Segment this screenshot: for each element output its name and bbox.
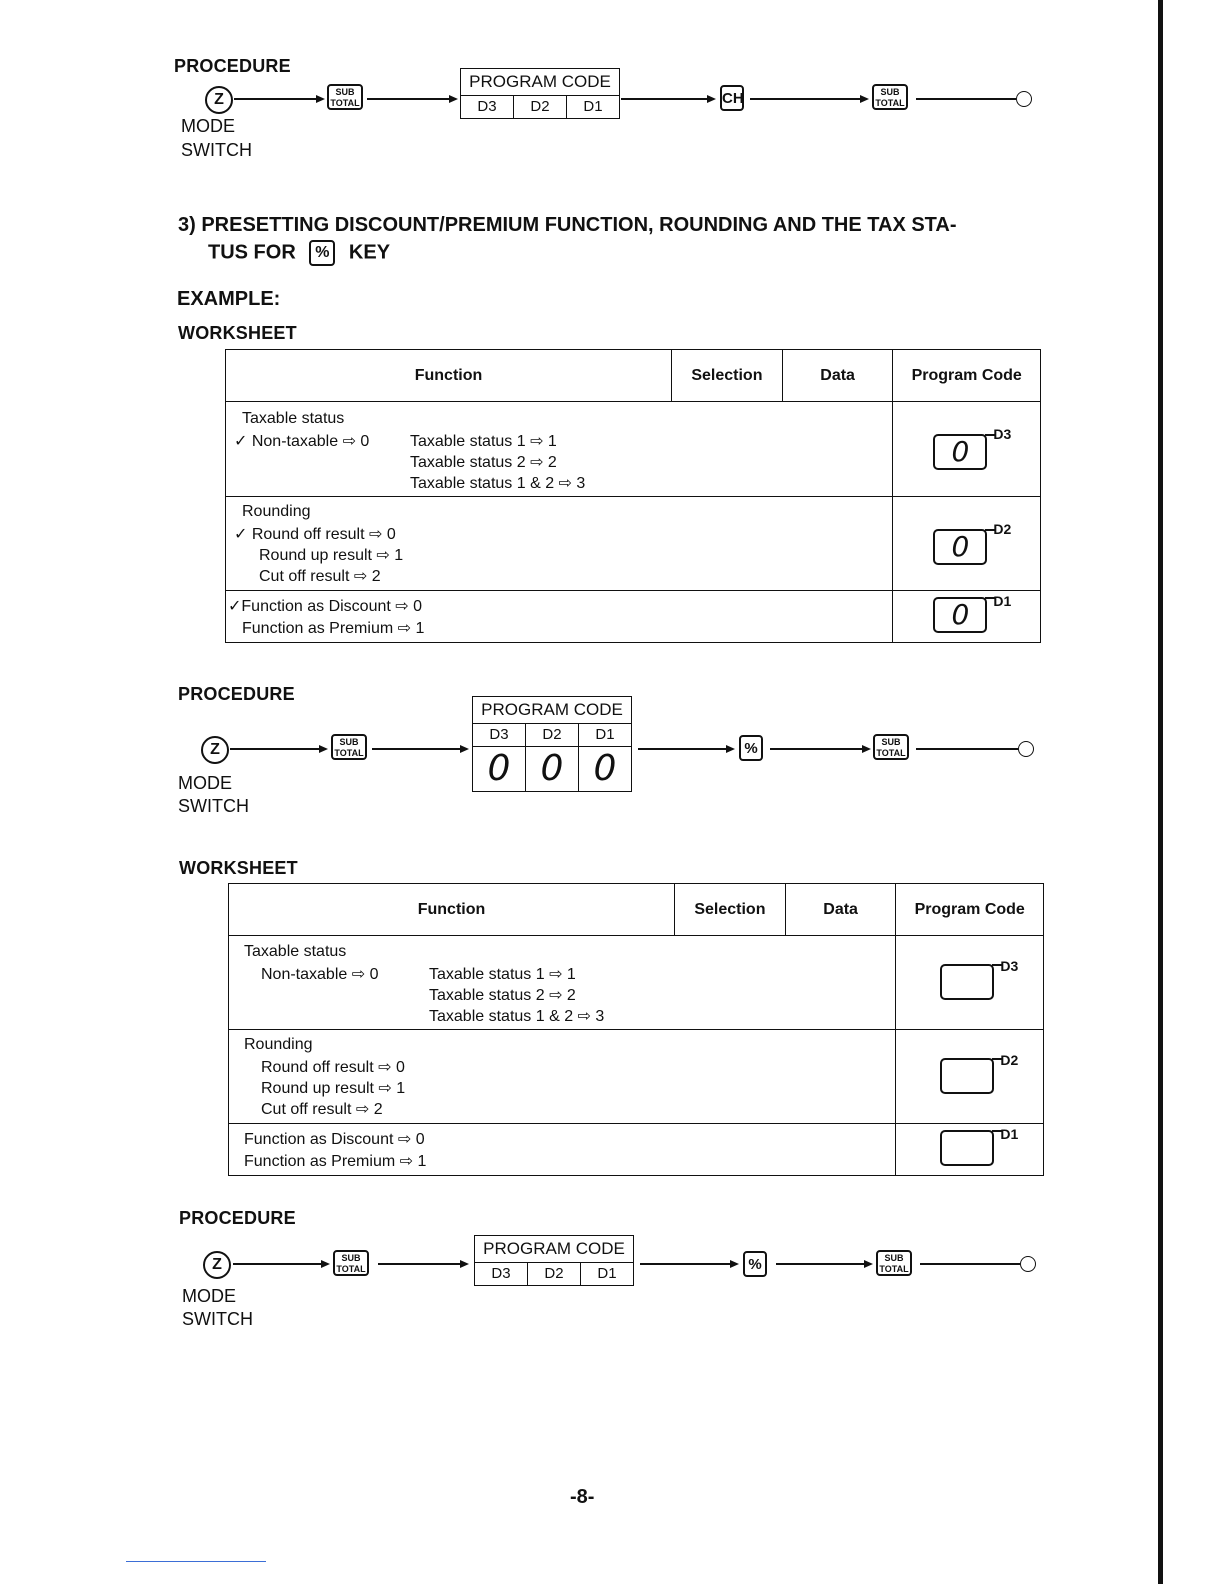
flow-line — [920, 1263, 1020, 1265]
worksheet-heading: WORKSHEET — [179, 858, 298, 878]
table-row — [226, 402, 1041, 497]
option: ✓ Non-taxable ⇨ 0 — [234, 433, 370, 450]
code-box: 0 — [933, 597, 987, 633]
digit-label: D2 — [993, 521, 1012, 537]
option: Taxable status 1 ⇨ 1 — [429, 966, 576, 983]
digit-d1: D1 — [597, 1265, 617, 1282]
subtotal-key: SUB TOTAL — [331, 734, 367, 760]
flow-line — [621, 98, 707, 100]
mode-label: MODE — [181, 116, 235, 136]
digit-d3: D3 — [473, 724, 526, 746]
page-number: -8- — [570, 1486, 595, 1508]
arrow-icon — [319, 745, 328, 753]
col-selection: Selection — [672, 350, 783, 402]
footnote-rule — [126, 1561, 266, 1562]
end-circle-icon — [1016, 91, 1032, 107]
code-box: 0 — [933, 434, 987, 470]
row-title: Taxable status — [244, 943, 347, 960]
subtotal-key-final: SUB TOTAL — [873, 734, 909, 760]
code-box-empty — [940, 1130, 994, 1166]
option: Non-taxable ⇨ 0 — [261, 966, 379, 983]
ch-key: CH — [720, 85, 744, 111]
option: Round up result ⇨ 1 — [259, 547, 404, 564]
option: Taxable status 1 ⇨ 1 — [410, 433, 557, 450]
flow-line — [233, 1263, 321, 1265]
option: ✓Function as Discount ⇨ 0 — [228, 598, 423, 615]
arrow-icon — [460, 1260, 469, 1268]
digit-label: D3 — [1000, 958, 1019, 974]
worksheet-heading: WORKSHEET — [178, 323, 297, 343]
digit-label: D2 — [1000, 1052, 1019, 1068]
option: Round off result ⇨ 0 — [261, 1059, 405, 1076]
mode-label: MODE — [182, 1286, 236, 1306]
example-heading: EXAMPLE: — [177, 288, 281, 310]
switch-label: SWITCH — [182, 1309, 253, 1329]
page-edge-bar — [1158, 0, 1163, 1584]
option: Taxable status 1 & 2 ⇨ 3 — [429, 1008, 605, 1025]
arrow-icon — [864, 1260, 873, 1268]
col-program-code: Program Code — [893, 350, 1041, 402]
procedure-heading: PROCEDURE — [178, 684, 295, 704]
switch-label: SWITCH — [181, 140, 252, 160]
code-box-empty — [940, 1058, 994, 1094]
subtotal-key-final: SUB TOTAL — [872, 84, 908, 110]
option: Taxable status 2 ⇨ 2 — [410, 454, 557, 471]
program-code-title: PROGRAM CODE — [461, 69, 619, 96]
section-title-line2 — [208, 240, 390, 266]
option: Cut off result ⇨ 2 — [261, 1101, 383, 1118]
option: Taxable status 2 ⇨ 2 — [429, 987, 576, 1004]
mode-z-icon: Z — [205, 86, 233, 114]
value-d2: 0 — [526, 746, 579, 791]
flow-line — [367, 98, 449, 100]
option: Cut off result ⇨ 2 — [259, 568, 381, 585]
end-circle-icon — [1018, 741, 1034, 757]
table-row — [229, 1030, 1044, 1124]
col-program-code: Program Code — [896, 884, 1044, 936]
table-row — [229, 1124, 1044, 1176]
digit-d2: D2 — [528, 1263, 581, 1285]
arrow-icon — [707, 95, 716, 103]
code-box: 0 — [933, 529, 987, 565]
col-function: Function — [229, 884, 675, 936]
col-data: Data — [785, 884, 896, 936]
digit-d1: D1 — [595, 726, 615, 743]
digit-label: D1 — [993, 593, 1012, 609]
digit-d3: D3 — [475, 1263, 528, 1285]
mode-z-icon: Z — [203, 1251, 231, 1279]
flow-line — [638, 748, 726, 750]
percent-key: % — [739, 735, 763, 761]
program-code-box — [474, 1235, 634, 1286]
flow-line — [916, 98, 1016, 100]
option: Function as Premium ⇨ 1 — [242, 620, 425, 637]
arrow-icon — [449, 95, 458, 103]
col-data: Data — [782, 350, 893, 402]
program-code-title: PROGRAM CODE — [475, 1236, 633, 1263]
table-row — [226, 591, 1041, 643]
row-title: Rounding — [244, 1036, 313, 1053]
arrow-icon — [726, 745, 735, 753]
switch-label: SWITCH — [178, 796, 249, 816]
col-selection: Selection — [675, 884, 786, 936]
arrow-icon — [460, 745, 469, 753]
digit-d1: D1 — [583, 98, 603, 115]
arrow-icon — [862, 745, 871, 753]
mode-z-icon: Z — [201, 736, 229, 764]
percent-key: % — [743, 1251, 767, 1277]
digit-label: D1 — [1000, 1126, 1019, 1142]
procedure-heading: PROCEDURE — [174, 56, 291, 76]
worksheet-table-2 — [228, 883, 1044, 1176]
digit-d2: D2 — [514, 96, 567, 118]
end-circle-icon — [1020, 1256, 1036, 1272]
arrow-icon — [316, 95, 325, 103]
arrow-icon — [321, 1260, 330, 1268]
procedure-heading: PROCEDURE — [179, 1208, 296, 1228]
digit-label: D3 — [993, 426, 1012, 442]
title-text-after: KEY — [348, 241, 391, 264]
option: Function as Discount ⇨ 0 — [244, 1131, 425, 1148]
arrow-icon — [730, 1260, 739, 1268]
program-code-box — [460, 68, 620, 119]
mode-label: MODE — [178, 773, 232, 793]
row-title: Taxable status — [242, 410, 345, 427]
digit-d2: D2 — [526, 724, 579, 746]
code-box-empty — [940, 964, 994, 1000]
table-row — [226, 497, 1041, 591]
flow-line — [916, 748, 1018, 750]
row-title: Rounding — [242, 503, 311, 520]
program-code-box — [472, 696, 632, 792]
title-text-before: TUS FOR — [208, 241, 296, 264]
subtotal-key: SUB TOTAL — [327, 84, 363, 110]
col-function: Function — [226, 350, 672, 402]
flow-line — [378, 1263, 460, 1265]
flow-line — [230, 748, 319, 750]
flow-line — [776, 1263, 864, 1265]
subtotal-key-final: SUB TOTAL — [876, 1250, 912, 1276]
percent-key-icon: % — [309, 240, 335, 266]
flow-line — [750, 98, 860, 100]
option: ✓ Round off result ⇨ 0 — [234, 526, 396, 543]
value-d3: 0 — [473, 746, 526, 791]
flow-line — [234, 98, 316, 100]
flow-line — [372, 748, 460, 750]
flow-line — [770, 748, 862, 750]
subtotal-key: SUB TOTAL — [333, 1250, 369, 1276]
program-code-title: PROGRAM CODE — [473, 697, 631, 724]
table-row — [229, 936, 1044, 1030]
option: Round up result ⇨ 1 — [261, 1080, 406, 1097]
flow-line — [640, 1263, 730, 1265]
worksheet-table-1 — [225, 349, 1041, 643]
value-d1: 0 — [579, 746, 631, 791]
digit-d3: D3 — [461, 96, 514, 118]
arrow-icon — [860, 95, 869, 103]
section-title-line1: 3) PRESETTING DISCOUNT/PREMIUM FUNCTION, ROUNDING AND THE TAX STA- — [178, 214, 957, 236]
option: Taxable status 1 & 2 ⇨ 3 — [410, 475, 586, 492]
option: Function as Premium ⇨ 1 — [244, 1153, 427, 1170]
